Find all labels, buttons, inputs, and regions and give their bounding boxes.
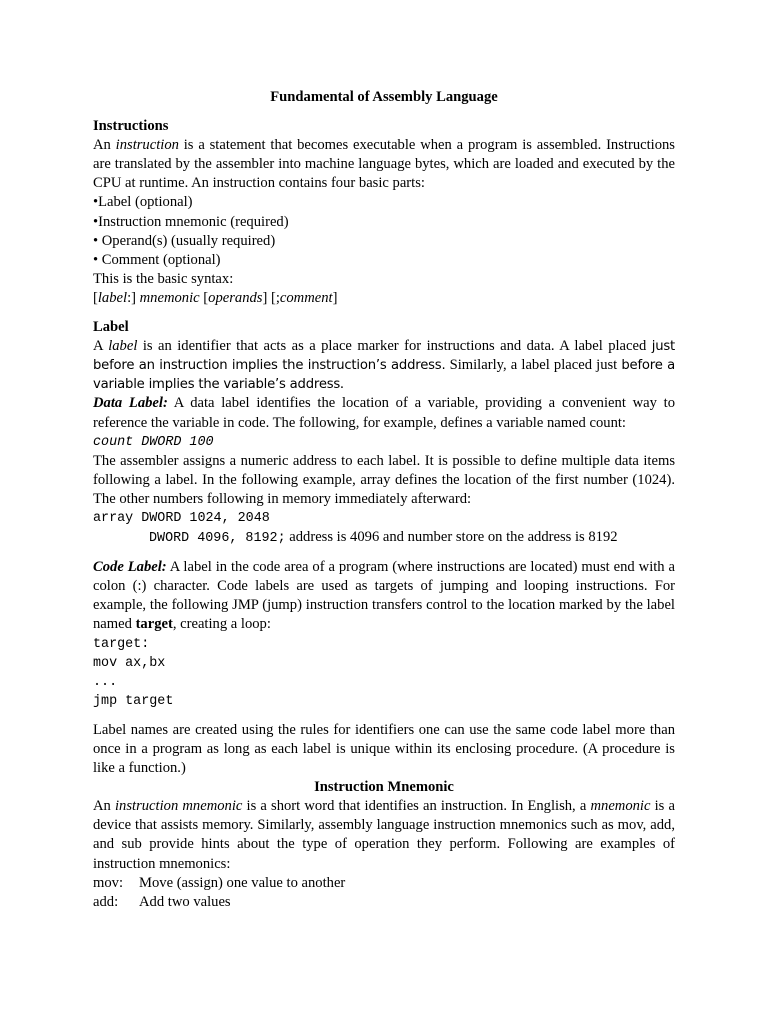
mnemonic-text-c: is a device that assists memory. Similarly, assembly language instruction mnemonics such as mov, add, and sub provide hints about the type of operation they perform. Following are examples of instruction mnemonics: <box>93 798 675 872</box>
data-label-paragraph <box>93 394 675 432</box>
part-label: •Label (optional) <box>93 194 193 211</box>
mnemonic-heading: Instruction Mnemonic <box>314 779 454 796</box>
data-code-line: count DWORD 100 <box>93 434 214 450</box>
part-operands: • Operand(s) (usually required) <box>93 232 276 249</box>
code-label-paragraph <box>93 558 675 634</box>
label-text-e: before a variable implies the variable’s address <box>93 358 675 393</box>
label-term: label <box>108 338 138 355</box>
array-code-2: DWORD 4096, 8192; <box>149 531 286 547</box>
instructions-intro <box>93 136 675 193</box>
label-text-f: . <box>340 376 344 393</box>
label-heading: Label <box>93 319 129 336</box>
label-definition <box>93 337 675 394</box>
array-code-line-1: array DWORD 1024, 2048 <box>93 510 270 526</box>
mnemonic-example-desc: Move (assign) one value to another <box>139 874 346 891</box>
syntax-bracket: [ <box>93 289 98 306</box>
label-text-d: Similarly, a label placed just <box>445 357 622 374</box>
mnemonic-term-2: mnemonic <box>590 798 651 815</box>
mnemonic-example-term: mov: <box>93 874 123 891</box>
code-label-text-b: , creating a loop: <box>172 616 271 633</box>
mnemonic-term-1: instruction mnemonic <box>115 798 243 815</box>
section-label <box>93 318 675 778</box>
syntax-label: label <box>97 289 128 306</box>
intro-text-b: is a statement that becomes executable when a program is assembled. Instructions are translated by the assembler into machine language bytes, which are loaded and executed by the CPU at runtime. An instruction contains four basic parts: <box>93 137 675 192</box>
syntax-mnemonic: mnemonic <box>139 289 200 306</box>
array-code-line-2 <box>93 528 675 548</box>
syntax-operands: operands <box>208 289 263 306</box>
data-label-heading: Data Label: <box>93 395 168 412</box>
label-names-paragraph: Label names are created using the rules for identifiers one can use the same code label more than once in a program as long as each label is unique within its enclosing procedure. (A procedure is like a function.) <box>93 721 675 777</box>
part-mnemonic: •Instruction mnemonic (required) <box>93 213 289 230</box>
assign-paragraph: The assembler assigns a numeric address to each label. It is possible to define multiple data items following a label. In the following example, array defines the location of the first number (1024). The other numbers following in memory immediately afterward: <box>93 452 675 507</box>
mnemonic-text-b: is a short word that identifies an instruction. In English, a <box>242 798 591 815</box>
page-title: Fundamental of Assembly Language <box>270 89 498 105</box>
mnemonic-paragraph <box>93 797 675 873</box>
code-line: jmp target <box>93 693 174 709</box>
code-label-heading: Code Label: <box>93 559 167 576</box>
section-instructions <box>93 117 675 308</box>
instructions-heading: Instructions <box>93 118 169 135</box>
intro-text-a: An <box>93 137 116 154</box>
syntax-sep: ] [; <box>262 289 280 306</box>
data-label-text: A data label identifies the location of a variable, providing a convenient way to reference the variable in code. The following, for example, defines a variable named count: <box>93 395 675 431</box>
code-label-target: target <box>135 616 173 633</box>
syntax-line <box>93 289 675 308</box>
mnemonic-text-a: An <box>93 798 115 815</box>
syntax-sep: :] <box>127 289 140 306</box>
label-text-a: A <box>93 338 109 355</box>
array-comment: address is 4096 and number store on the address is 8192 <box>285 529 618 546</box>
section-mnemonic <box>93 778 675 912</box>
code-line: mov ax,bx <box>93 655 166 671</box>
syntax-intro: This is the basic syntax: <box>93 270 234 287</box>
code-line: target: <box>93 636 150 652</box>
syntax-bracket: ] <box>332 289 338 306</box>
data-label-code <box>93 433 675 452</box>
syntax-comment: comment <box>279 289 333 306</box>
label-text-c: just before an instruction implies the instruction’s address. <box>93 339 675 374</box>
syntax-sep: [ <box>199 289 209 306</box>
mnemonic-example <box>93 874 675 893</box>
part-comment: • Comment (optional) <box>93 251 221 268</box>
mnemonic-example-desc: Add two values <box>139 893 231 910</box>
mnemonic-example-term: add: <box>93 893 119 910</box>
code-label-text-a: A label in the code area of a program (where instructions are located) must end with a colon (:) character. Code labels are used as targets of jumping and looping instructions. For example, the following JMP (jump) instruction transfers control to the location marked by the label named <box>93 559 675 633</box>
intro-term-instruction: instruction <box>115 137 179 154</box>
label-text-b: is an identifier that acts as a place marker for instructions and data. A label placed <box>137 338 652 355</box>
code-line: ... <box>93 674 118 690</box>
mnemonic-example <box>93 893 675 912</box>
